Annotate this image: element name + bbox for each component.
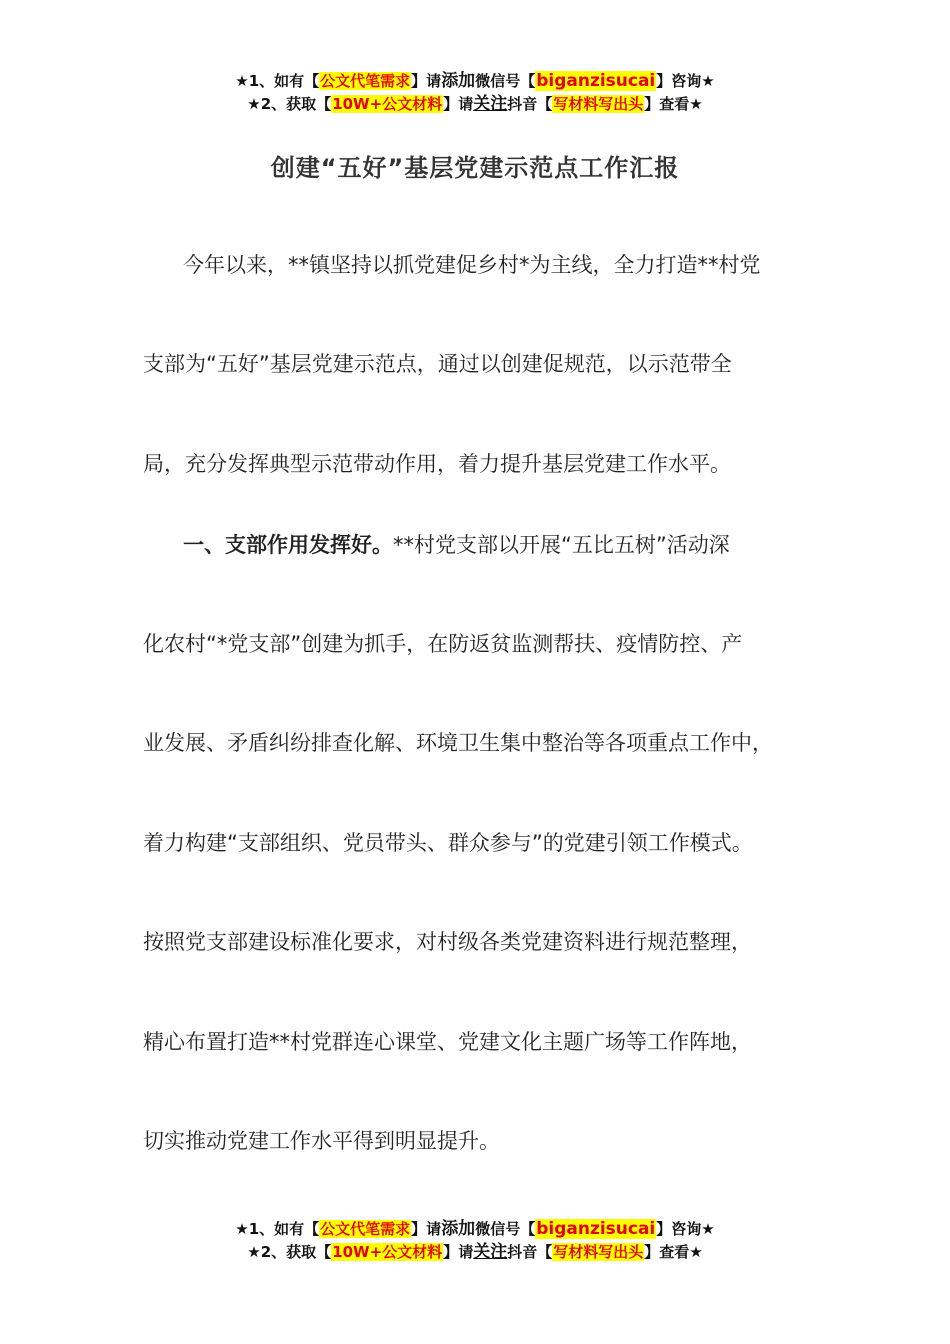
- promo-text: 微信号【: [475, 72, 536, 90]
- promo-text: 】请: [443, 1243, 474, 1261]
- star-icon: ★: [247, 95, 261, 113]
- promo-text: 】请: [411, 1220, 442, 1238]
- promo-highlight-materials: 10W+公文材料: [332, 95, 443, 113]
- promo-emphasis: 关注: [473, 94, 508, 114]
- promo-line-1: [0, 70, 950, 93]
- section-heading: 一、支部作用发挥好。: [183, 533, 393, 557]
- paragraph-text: **村党支部以开展“五比五树”活动深: [393, 533, 730, 557]
- promo-text: 】请: [411, 72, 442, 90]
- promo-highlight-wechat-id: biganzisucai: [536, 1219, 656, 1239]
- paragraph-line: 局，充分发挥典型示范带动作用，着力提升基层党建工作水平。: [143, 452, 731, 476]
- promo-highlight-wechat-id: biganzisucai: [536, 71, 656, 91]
- promo-text: 1、如有【: [248, 1220, 320, 1238]
- promo-line-2: [0, 93, 950, 116]
- star-icon: ★: [235, 72, 249, 90]
- promo-emphasis: 添加: [441, 71, 476, 91]
- promo-text: 】咨询★: [656, 72, 715, 90]
- paragraph-line: 化农村“*党支部”创建为抓手，在防返贫监测帮扶、疫情防控、产: [143, 632, 743, 656]
- promo-text: 2、获取【: [260, 95, 332, 113]
- promo-highlight-service: 公文代笔需求: [320, 72, 411, 90]
- promo-highlight-service: 公文代笔需求: [320, 1220, 411, 1238]
- promo-highlight-douyin: 写材料写出头: [553, 95, 644, 113]
- promo-emphasis: 添加: [441, 1219, 476, 1239]
- paragraph-line: 按照党支部建设标准化要求，对村级各类党建资料进行规范整理，: [143, 930, 752, 954]
- promo-text: 】请: [443, 95, 474, 113]
- promo-text: 2、获取【: [260, 1243, 332, 1261]
- promo-text: 】咨询★: [656, 1220, 715, 1238]
- promo-text: 抖音【: [507, 1243, 553, 1261]
- paragraph-line: 支部为“五好”基层党建示范点，通过以创建促规范，以示范带全: [143, 352, 732, 376]
- star-icon: ★: [235, 1220, 249, 1238]
- paragraph-line: 今年以来，**镇坚持以抓党建促乡村*为主线，全力打造**村党: [183, 253, 761, 277]
- section-heading-line: [183, 529, 730, 561]
- paragraph-line: 切实推动党建工作水平得到明显提升。: [143, 1129, 500, 1153]
- promo-highlight-douyin: 写材料写出头: [553, 1243, 644, 1261]
- promo-banner-top: [0, 70, 950, 116]
- promo-text: 】查看★: [644, 95, 703, 113]
- promo-emphasis: 关注: [473, 1242, 508, 1262]
- promo-line-2: [0, 1241, 950, 1264]
- promo-highlight-materials: 10W+公文材料: [332, 1243, 443, 1261]
- promo-text: 1、如有【: [248, 72, 320, 90]
- promo-line-1: [0, 1218, 950, 1241]
- promo-text: 微信号【: [475, 1220, 536, 1238]
- promo-banner-bottom: [0, 1218, 950, 1264]
- paragraph-line: 着力构建“支部组织、党员带头、群众参与”的党建引领工作模式。: [143, 831, 753, 855]
- promo-text: 】查看★: [644, 1243, 703, 1261]
- promo-text: 抖音【: [507, 95, 553, 113]
- document-title: 创建“五好”基层党建示范点工作汇报: [270, 154, 680, 182]
- star-icon: ★: [247, 1243, 261, 1261]
- paragraph-line: 业发展、矛盾纠纷排查化解、环境卫生集中整治等各项重点工作中，: [143, 731, 773, 755]
- paragraph-line: 精心布置打造**村党群连心课堂、党建文化主题广场等工作阵地，: [143, 1030, 752, 1054]
